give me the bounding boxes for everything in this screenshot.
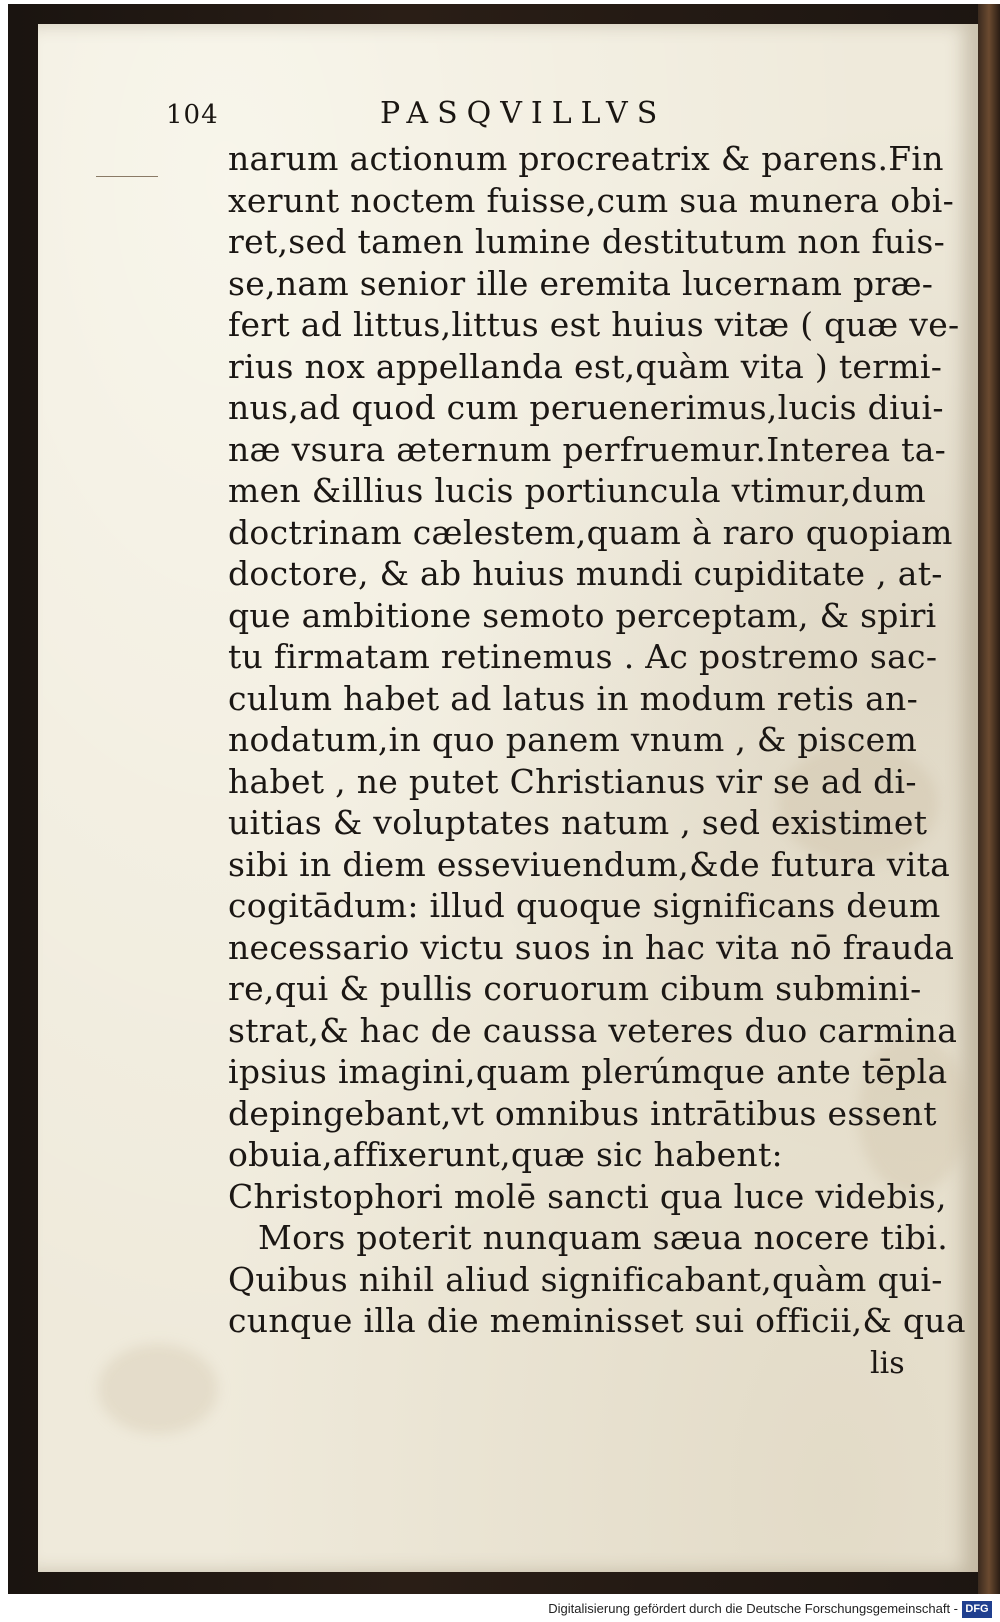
text-line: næ vsura æternum perfruemur.Interea ta- bbox=[228, 429, 947, 469]
text-line: fert ad littus,littus est huius vitæ ( quæ ve- bbox=[228, 305, 960, 344]
text-line: doctrinam cælestem,quam à raro quopiam bbox=[228, 512, 953, 552]
text-line: necessario victu suos in hac vita nō frauda bbox=[228, 927, 955, 967]
text-line: re,qui & pullis coruorum cibum submini- bbox=[228, 969, 922, 1008]
text-line: strat,& hac de caussa veteres duo carmina bbox=[228, 1010, 958, 1050]
text-line: ipsius imagini,quam plerúmque ante tēpla bbox=[228, 1052, 948, 1091]
text-line: men &illius lucis portiuncula vtimur,dum bbox=[228, 471, 926, 510]
body-text bbox=[228, 138, 966, 1342]
text-line: tu firmatam retinemus . Ac postremo sac- bbox=[228, 637, 938, 676]
footer-bar bbox=[0, 1594, 1000, 1622]
text-line: culum habet ad latus in modum retis an- bbox=[228, 678, 919, 718]
dfg-logo: DFG bbox=[962, 1601, 992, 1618]
text-line: se,nam senior ille eremita lucernam præ- bbox=[228, 263, 934, 303]
verse-line: Christophori molē sancti qua luce videbis, bbox=[228, 1176, 947, 1216]
running-head: PASQVILLVS bbox=[380, 96, 667, 131]
text-line: que ambitione semoto perceptam, & spiri bbox=[228, 595, 937, 635]
text-line: narum actionum procreatrix & parens.Fin bbox=[228, 139, 944, 178]
text-line: cogitādum: illud quoque significans deum bbox=[228, 886, 941, 925]
page-number: 104 bbox=[166, 100, 219, 130]
text-line: cunque illa die meminisset sui officii,& qua bbox=[228, 1301, 966, 1340]
text-line: habet , ne putet Christianus vir se ad di- bbox=[228, 761, 917, 801]
text-line: xerunt noctem fuisse,cum sua munera obi- bbox=[228, 180, 955, 220]
text-line: rius nox appellanda est,quàm vita ) termi- bbox=[228, 346, 943, 386]
text-line: obuia,affixerunt,quæ sic habent: bbox=[228, 1135, 783, 1174]
text-line: nus,ad quod cum peruenerimus,lucis diui- bbox=[228, 388, 944, 427]
catchword: lis bbox=[870, 1346, 905, 1381]
text-line: nodatum,in quo panem vnum , & piscem bbox=[228, 720, 918, 759]
text-line: Quibus nihil aliud significabant,quàm qui- bbox=[228, 1259, 943, 1299]
text-line: sibi in diem esseviuendum,&de futura vita bbox=[228, 844, 951, 884]
text-line: doctore, & ab huius mundi cupiditate , at- bbox=[228, 554, 943, 593]
margin-mark bbox=[96, 176, 158, 177]
verse-line: Mors poterit nunquam sæua nocere tibi. bbox=[258, 1218, 948, 1257]
paper-stain bbox=[98, 1344, 218, 1434]
text-line: uitias & voluptates natum , sed existimet bbox=[228, 803, 928, 842]
book-edge bbox=[978, 4, 1000, 1594]
text-line: depingebant,vt omnibus intrātibus essent bbox=[228, 1093, 937, 1133]
text-line: ret,sed tamen lumine destitutum non fuis- bbox=[228, 222, 946, 261]
funding-note: Digitalisierung gefördert durch die Deutsche Forschungsgemeinschaft - bbox=[548, 1601, 958, 1616]
